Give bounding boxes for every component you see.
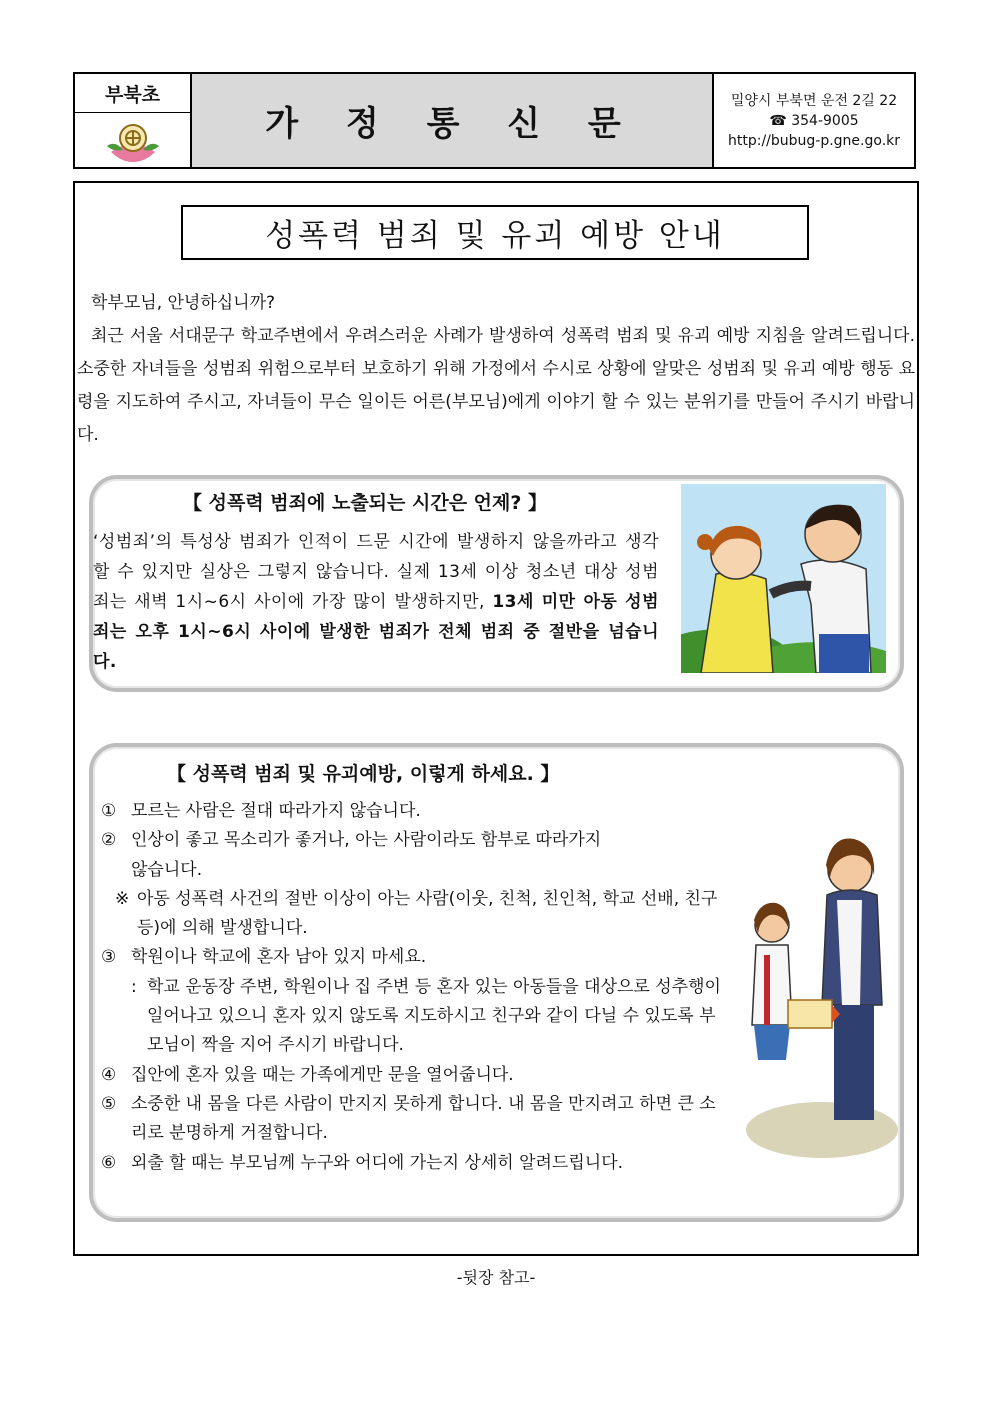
school-contact: [714, 74, 914, 167]
footer-note: -뒷장 참고-: [456, 1268, 536, 1287]
newsletter-title: 가 정 통 신 문: [192, 74, 714, 167]
timing-box-title: 【 성폭력 범죄에 노출되는 시간은 언제? 】: [183, 492, 548, 514]
school-emblem-icon: [75, 113, 190, 167]
list-detail: : 학교 운동장 주변, 학원이나 집 주변 등 혼자 있는 아동들을 대상으로 성추행이 일어나고 있으니 혼자 있지 않도록 지도하시고 친구와 같이 다닐 수 있도록 부모님이 짝을 지어 주시기 바랍니다.: [131, 976, 721, 1056]
greeting: 학부모님, 안녕하십니까?: [91, 293, 276, 313]
document-title: 성폭력 범죄 및 유괴 예방 안내: [181, 205, 809, 260]
list-item-continuation: 않습니다.: [131, 859, 203, 880]
child-and-man-illustration: [681, 484, 886, 673]
school-block: [75, 74, 192, 167]
timing-box-text: [93, 527, 659, 677]
prevention-list: [101, 797, 729, 1178]
timing-text-bold: 13세 미만 아동 성범죄는 오후 1시~6시 사이에 발생한 범죄가 전체 범죄 중 절반을 넘습니다.: [93, 592, 660, 672]
mother-and-child-illustration: [742, 815, 898, 1160]
prevention-box-title: 【 성폭력 범죄 및 유괴예방, 이렇게 하세요. 】: [167, 763, 560, 785]
intro-paragraph: [77, 287, 915, 452]
list-item: ③ 학원이나 학교에 혼자 남아 있지 마세요.: [101, 947, 427, 968]
intro-body: 최근 서울 서대문구 학교주변에서 우려스러운 사례가 발생하여 성폭력 범죄 및 유괴 예방 지침을 알려드립니다. 소중한 자녀들을 성범죄 위험으로부터 보호하기 위해 가정에서 수시로 상황에 알맞은 성범죄 및 유괴 예방 행동 요령을 지도하여 주시고, 자녀들이 무슨 일이든 어른(부모님)에게 이야기 할 수 있는 분위기를 만들어 주시기 바랍니다.: [77, 326, 915, 445]
phone: ☎ 354-9005: [769, 112, 859, 129]
timing-text-normal: ‘성범죄’의 특성상 범죄가 인적이 드문 시간에 발생하지 않을까라고 생각할 수 있지만 실상은 그렇지 않습니다. 실제 13세 이상 청소년 대상 성범죄는 새벽 1시~6시 사이에 가장 많이 발생하지만,: [93, 532, 659, 612]
letterhead: [73, 72, 916, 169]
list-item: ⑥ 외출 할 때는 부모님께 누구와 어디에 가는지 상세히 알려드립니다.: [101, 1152, 624, 1173]
school-name: 부북초: [75, 74, 190, 113]
address: 밀양시 부북면 운전 2길 22: [730, 92, 898, 109]
list-note: ※ 아동 성폭력 사건의 절반 이상이 아는 사람(이웃, 친척, 친인척, 학교 선배, 친구 등)에 의해 발생합니다.: [115, 888, 718, 939]
list-item: ① 모르는 사람은 절대 따라가지 않습니다.: [101, 801, 421, 821]
list-item: ② 인상이 좋고 목소리가 좋거나, 아는 사람이라도 함부로 따라가지: [101, 830, 602, 851]
list-item: ⑤ 소중한 내 몸을 다른 사람이 만지지 못하게 합니다. 내 몸을 만지려고 하면 큰 소리로 분명하게 거절합니다.: [101, 1093, 716, 1144]
list-item: ④ 집안에 혼자 있을 때는 가족에게만 문을 열어줍니다.: [101, 1064, 514, 1085]
website-link[interactable]: http://bubug-p.gne.go.kr: [727, 132, 901, 149]
